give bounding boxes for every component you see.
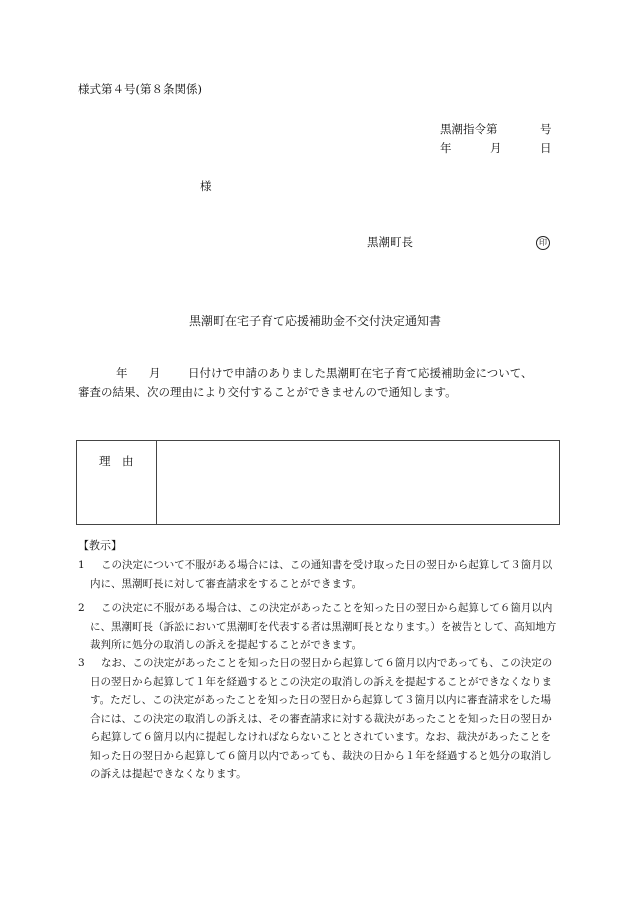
reason-label: 理 由	[99, 454, 134, 468]
notice-item-text: なお、この決定があったことを知った日の翌日から起算して６箇月以内であっても、この決定の日の翌日から起算して１年を経過するとこの決定の取消しの訴えを提起することができなくなります。ただし、この決定があったことを知った日の翌日から起算して３箇月以内に審査請求をした場合には、この決定の取消しの訴えは、その審査請求に対する裁決があったことを知った日の翌日から起算して６箇月以内に提起しなければならないこととされています。なお、裁決があったことを知った日の翌日から起算して６箇月以内であっても、裁決の日から１年を経過すると処分の取消しの訴えは提起できなくなります。	[90, 657, 553, 780]
notice-item-number: 1	[78, 559, 85, 571]
addressee-honorific: 様	[200, 179, 212, 193]
notice-item	[78, 599, 558, 655]
notice-heading: 【教示】	[78, 539, 122, 552]
reason-divider	[156, 441, 157, 524]
date-day: 日	[540, 141, 552, 155]
document-number-label: 黒潮指令第	[440, 122, 498, 136]
document-number-suffix: 号	[540, 122, 552, 136]
seal-stamp-icon: 印	[536, 236, 550, 250]
body-year: 年	[116, 366, 128, 380]
body-line-2: 審査の結果、次の理由により交付することができませんので通知します。	[78, 385, 457, 399]
notice-item	[78, 556, 558, 593]
document-title: 黒潮町在宅子育て応援補助金不交付決定通知書	[188, 314, 441, 328]
reason-table	[76, 440, 560, 525]
form-number: 様式第４号(第８条関係)	[78, 82, 202, 96]
body-month: 月	[149, 366, 161, 380]
notice-item-number: 3	[78, 657, 85, 669]
body-line-1: 日付けで申請のありました黒潮町在宅子育て応援補助金について、	[188, 366, 533, 380]
notice-item-number: 2	[78, 602, 85, 614]
notice-item-text: この決定について不服がある場合には、この通知書を受け取った日の翌日から起算して３箇月以内に、黒潮町長に対して審査請求をすることができます。	[90, 559, 553, 590]
date-month: 月	[490, 141, 502, 155]
issuer-title: 黒潮町長	[367, 235, 413, 249]
notice-item-text: この決定に不服がある場合は、この決定があったことを知った日の翌日から起算して６箇月以内に、黒潮町長（訴訟において黒潮町を代表する者は黒潮町長となります。）を被告として、高知地方裁判所に処分の取消しの訴えを提起することができます。	[90, 602, 557, 651]
notice-item	[78, 654, 558, 784]
date-year: 年	[440, 141, 452, 155]
reason-content	[161, 447, 553, 518]
